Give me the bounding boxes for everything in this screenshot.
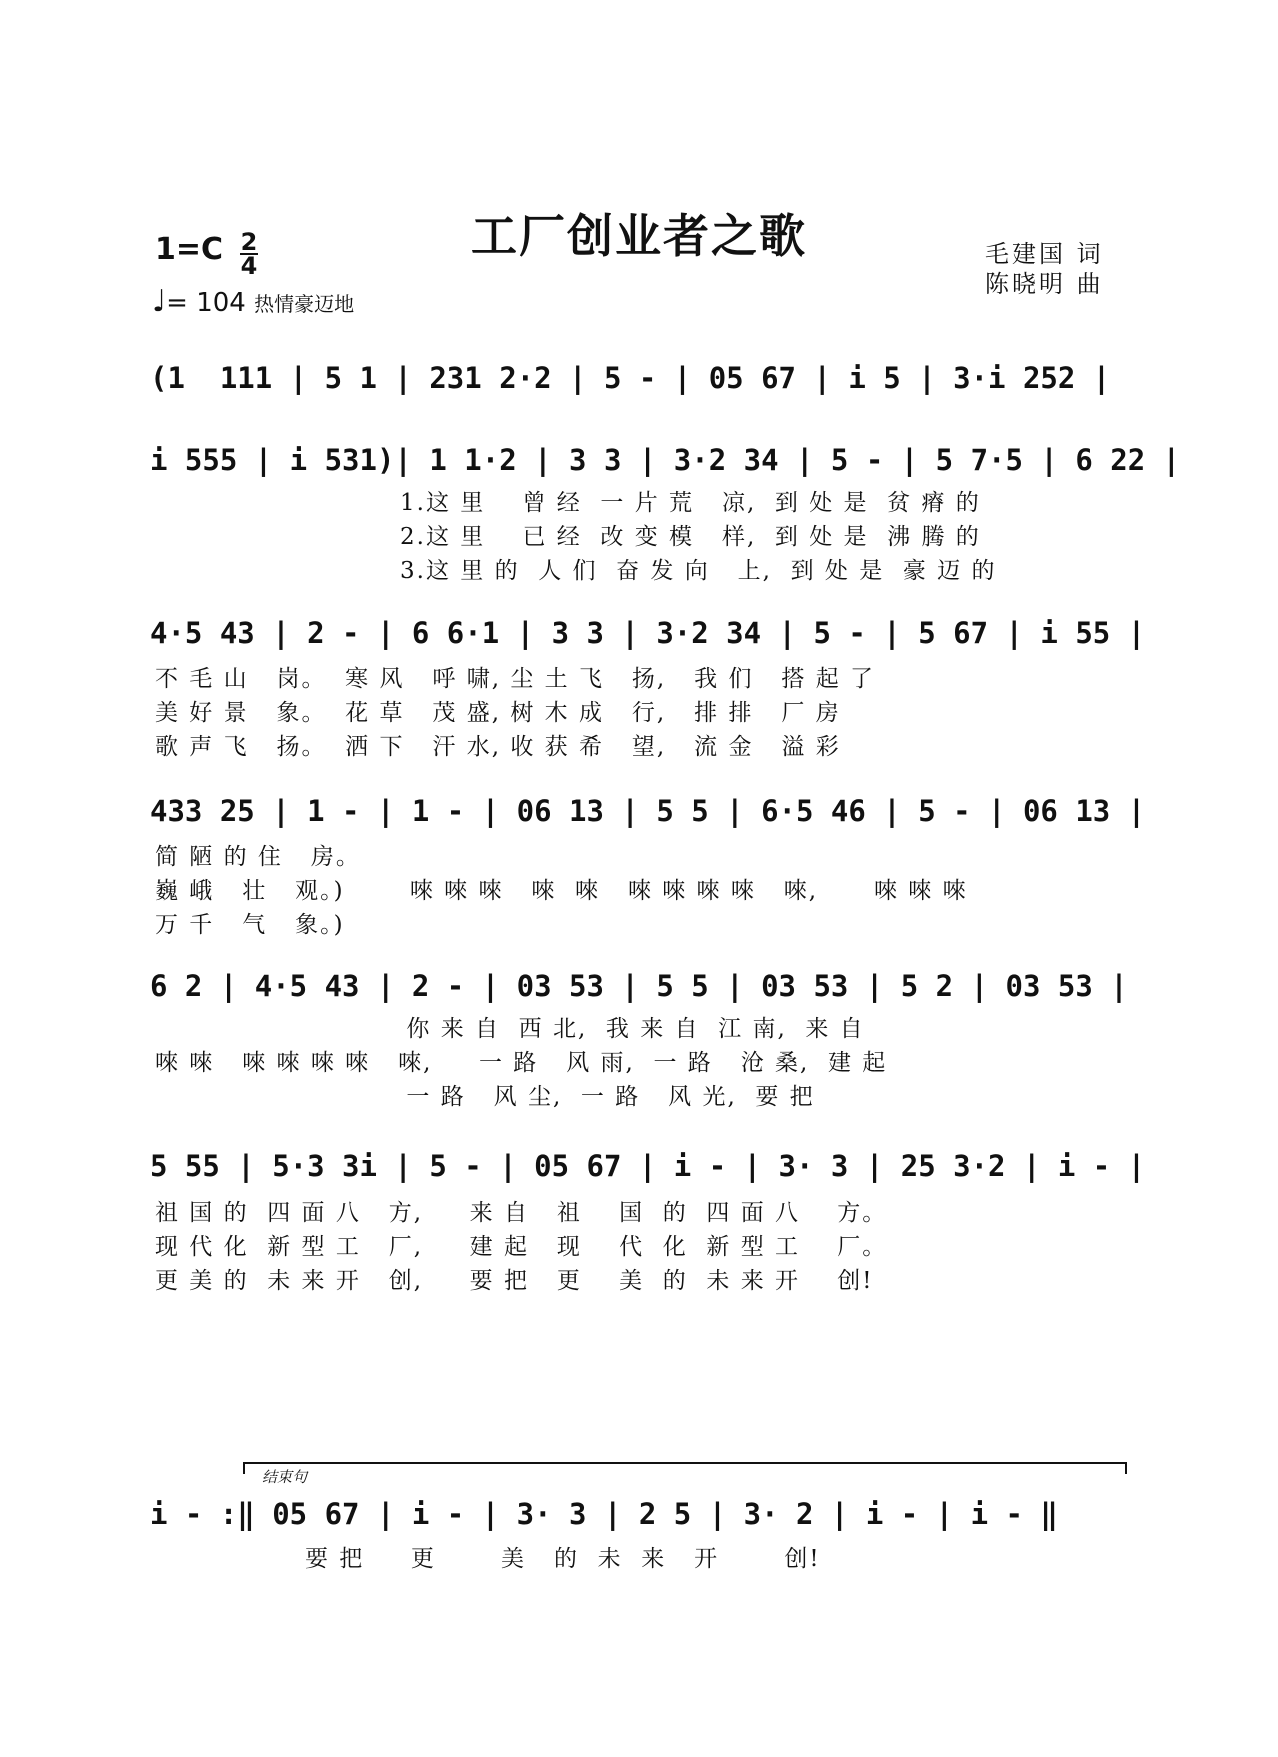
lyric-verse-2: 2.这 里 已 经 改 变 模 样, 到 处 是 沸 腾 的 (400, 524, 981, 550)
lyric-verse-1: 1.这 里 曾 经 一 片 荒 凉, 到 处 是 贫 瘠 的 (400, 490, 981, 516)
composer-credit: 陈晓明 曲 (985, 270, 1104, 298)
lyric-verse-2: 唻 唻 唻 唻 唻 唻 唻, 一 路 风 雨, 一 路 沧 桑, 建 起 (155, 1050, 888, 1076)
staff-line-5: 6 2 | 4·5 43 | 2 - | 03 53 | 5 5 | 03 53 | 5 2 | 03 53 | (150, 969, 1128, 1003)
staff-line-7: i - :‖ 05 67 | i - | 3· 3 | 2 5 | 3· 2 | i - | i - ‖ (150, 1497, 1058, 1531)
staff-line-2: i 555 | i 531)| 1 1·2 | 3 3 | 3·2 34 | 5 - | 5 7·5 | 6 22 | (150, 443, 1181, 477)
lyric-verse-3: 万 千 气 象。) (155, 912, 345, 938)
lyric-verse-1: 不 毛 山 岗。 寒 风 呼 啸, 尘 土 飞 扬, 我 们 搭 起 了 (155, 666, 876, 692)
lyric-ending: 要 把 更 美 的 未 来 开 创! (305, 1546, 821, 1572)
lyric-verse-3: 歌 声 飞 扬。 洒 下 汗 水, 收 获 希 望, 流 金 溢 彩 (155, 734, 841, 760)
staff-line-6: 5 55 | 5·3 3i | 5 - | 05 67 | i - | 3· 3 | 25 3·2 | i - | (150, 1149, 1146, 1183)
quarter-note-icon: ♩ (152, 284, 167, 319)
ending-label: 结束句 (262, 1468, 308, 1486)
lyric-verse-1: 祖 国 的 四 面 八 方, 来 自 祖 国 的 四 面 八 方。 (155, 1200, 888, 1226)
lyric-verse-2: 现 代 化 新 型 工 厂, 建 起 现 代 化 新 型 工 厂。 (155, 1234, 888, 1260)
tempo-marking (152, 284, 354, 319)
lyric-verse-1: 你 来 自 西 北, 我 来 自 江 南, 来 自 (155, 1016, 865, 1042)
staff-line-1: (1 111 | 5 1 | 231 2·2 | 5 - | 05 67 | i 5 | 3·i 252 | (150, 361, 1111, 395)
lyric-verse-3: 3.这 里 的 人 们 奋 发 向 上, 到 处 是 豪 迈 的 (400, 558, 997, 584)
staff-line-4: 433 25 | 1 - | 1 - | 06 13 | 5 5 | 6·5 46 | 5 - | 06 13 | (150, 794, 1146, 828)
time-signature-top: 2 (240, 228, 258, 256)
lyric-verse-3: 更 美 的 未 来 开 创, 要 把 更 美 的 未 来 开 创! (155, 1268, 874, 1294)
staff-line-3: 4·5 43 | 2 - | 6 6·1 | 3 3 | 3·2 34 | 5 - | 5 67 | i 55 | (150, 616, 1146, 650)
lyric-verse-3: 一 路 风 尘, 一 路 风 光, 要 把 (155, 1084, 815, 1110)
lyric-verse-2: 巍 峨 壮 观。) 唻 唻 唻 唻 唻 唻 唻 唻 唻 唻, 唻 唻 唻 (155, 878, 968, 904)
lyric-verse-1: 简 陋 的 住 房。 (155, 844, 361, 870)
lyric-verse-2: 美 好 景 象。 花 草 茂 盛, 树 木 成 行, 排 排 厂 房 (155, 700, 841, 726)
lyricist-credit: 毛建国 词 (985, 240, 1104, 268)
song-title: 工厂创业者之歌 (471, 209, 807, 263)
time-signature (240, 228, 258, 280)
key-signature: 1=C (155, 232, 224, 267)
ending-bracket (243, 1462, 1127, 1474)
tempo-expression: 热情豪迈地 (254, 292, 355, 316)
time-signature-bottom: 4 (240, 252, 258, 280)
tempo-value: = 104 (166, 288, 246, 318)
